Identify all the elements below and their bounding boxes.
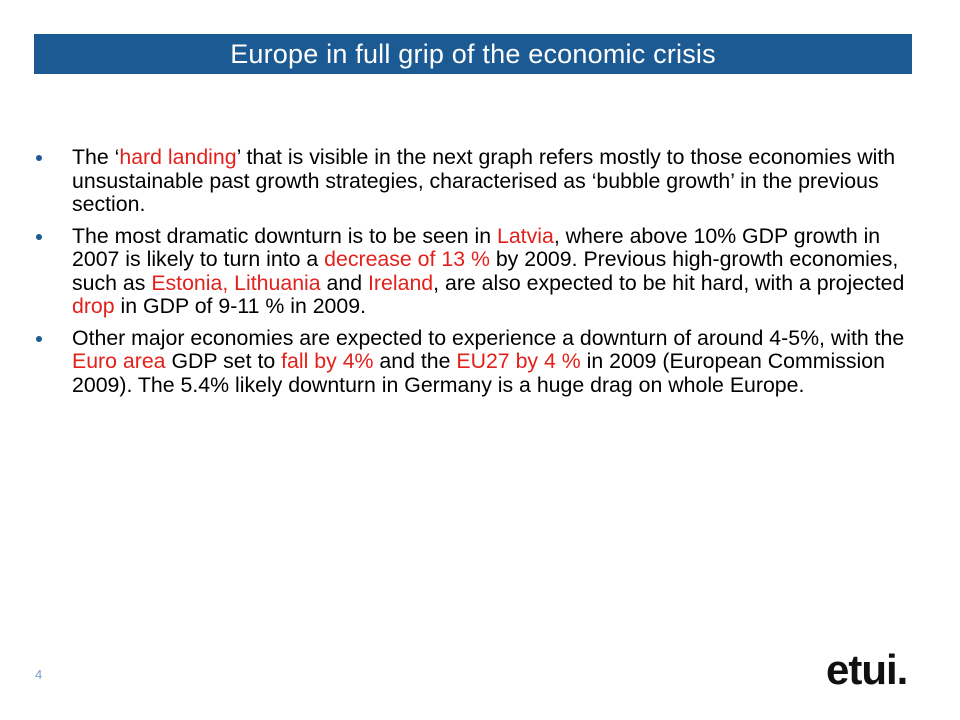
highlight-text: Latvia — [496, 223, 554, 248]
text: , where above 10% GDP growth in 2007 is likely to turn into a — [72, 223, 881, 271]
text: and the — [373, 349, 457, 373]
text: ’ that is visible in the next graph refers mostly to those economies with unsustainable past growth strategies, characterised as ‘bubble growth’ in the previous section. — [72, 145, 896, 216]
highlight-text: drop — [72, 294, 115, 318]
text: The ‘ — [72, 145, 120, 169]
text: in GDP of 9-11 % in 2009. — [114, 294, 366, 318]
bullet-item-hard-landing — [36, 146, 916, 217]
bullet-dot-icon — [36, 336, 42, 342]
page-number: 4 — [35, 667, 43, 682]
highlight-text: Euro area — [72, 349, 166, 373]
highlight-text: Ireland — [368, 270, 434, 295]
slide-title: Europe in full grip of the economic crisis — [230, 38, 716, 69]
bullet-item-latvia — [36, 225, 916, 319]
bullet-list — [36, 146, 916, 405]
highlight-text: Estonia, Lithuania — [151, 270, 321, 295]
text: by 2009. Previous high-growth economies, such as — [72, 247, 899, 295]
etui-logo: etui. — [826, 646, 908, 693]
text: Other major economies are expected to experience a downturn of around 4-5%, with the — [72, 325, 905, 350]
text: , are also expected to be hit hard, with a projected — [433, 270, 905, 295]
bullet-item-major-economies — [36, 327, 916, 398]
text: GDP set to — [165, 349, 282, 373]
text: and — [320, 270, 369, 295]
text: in 2009 (European Commission 2009). The 5.4% likely downturn in Germany is a huge drag on whole Europe. — [72, 349, 885, 397]
highlight-text: decrease of 13 % — [324, 247, 490, 271]
text: The most dramatic downturn is to be seen in — [72, 223, 497, 248]
title-bar — [34, 34, 912, 74]
bullet-dot-icon — [36, 155, 42, 161]
highlight-text: hard landing — [119, 145, 237, 169]
bullet-dot-icon — [36, 234, 42, 240]
highlight-text: EU27 by 4 % — [456, 349, 581, 373]
highlight-text: fall by 4% — [281, 349, 374, 373]
